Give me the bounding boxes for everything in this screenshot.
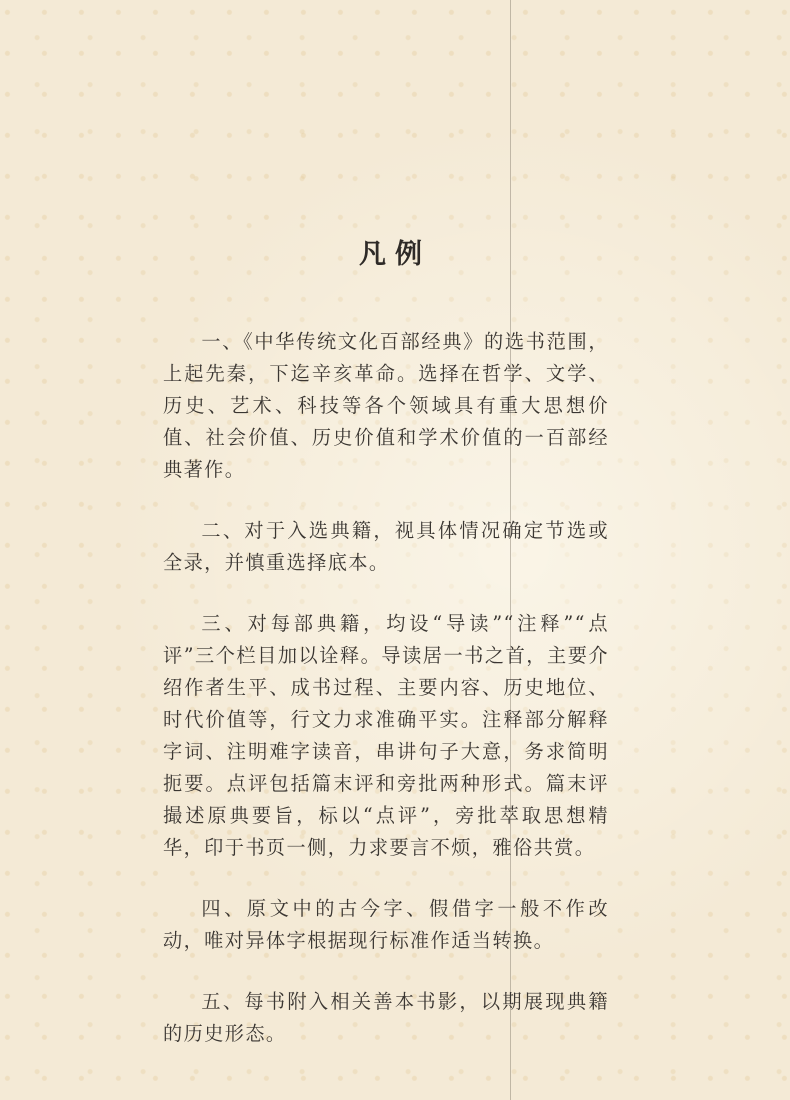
guideline-paragraph-3: 三、对每部典籍，均设“导读”“注释”“点评”三个栏目加以诠释。导读居一书之首，主要介绍作者生平、成书过程、主要内容、历史地位、时代价值等，行文力求准确平实。注释部分解释字词、注明难字读音，串讲句子大意，务求简明扼要。点评包括篇末评和旁批两种形式。篇末评撮述原典要旨，标以“点评”，旁批萃取思想精华，印于书页一侧，力求要言不烦，雅俗共赏。 (163, 612, 609, 859)
guideline-paragraph-4: 四、原文中的古今字、假借字一般不作改动，唯对异体字根据现行标准作适当转换。 (163, 897, 609, 952)
guideline-paragraph-2: 二、对于入选典籍，视具体情况确定节选或全录，并慎重选择底本。 (163, 519, 609, 574)
guidelines-body (163, 326, 609, 1079)
guideline-paragraph-5: 五、每书附入相关善本书影，以期展现典籍的历史形态。 (163, 990, 609, 1045)
guideline-paragraph-1: 一、《中华传统文化百部经典》的选书范围，上起先秦，下迄辛亥革命。选择在哲学、文学、历史、艺术、科技等各个领域具有重大思想价值、社会价值、历史价值和学术价值的一百部经典著作。 (163, 330, 609, 481)
page-title: 凡例 (359, 239, 431, 270)
